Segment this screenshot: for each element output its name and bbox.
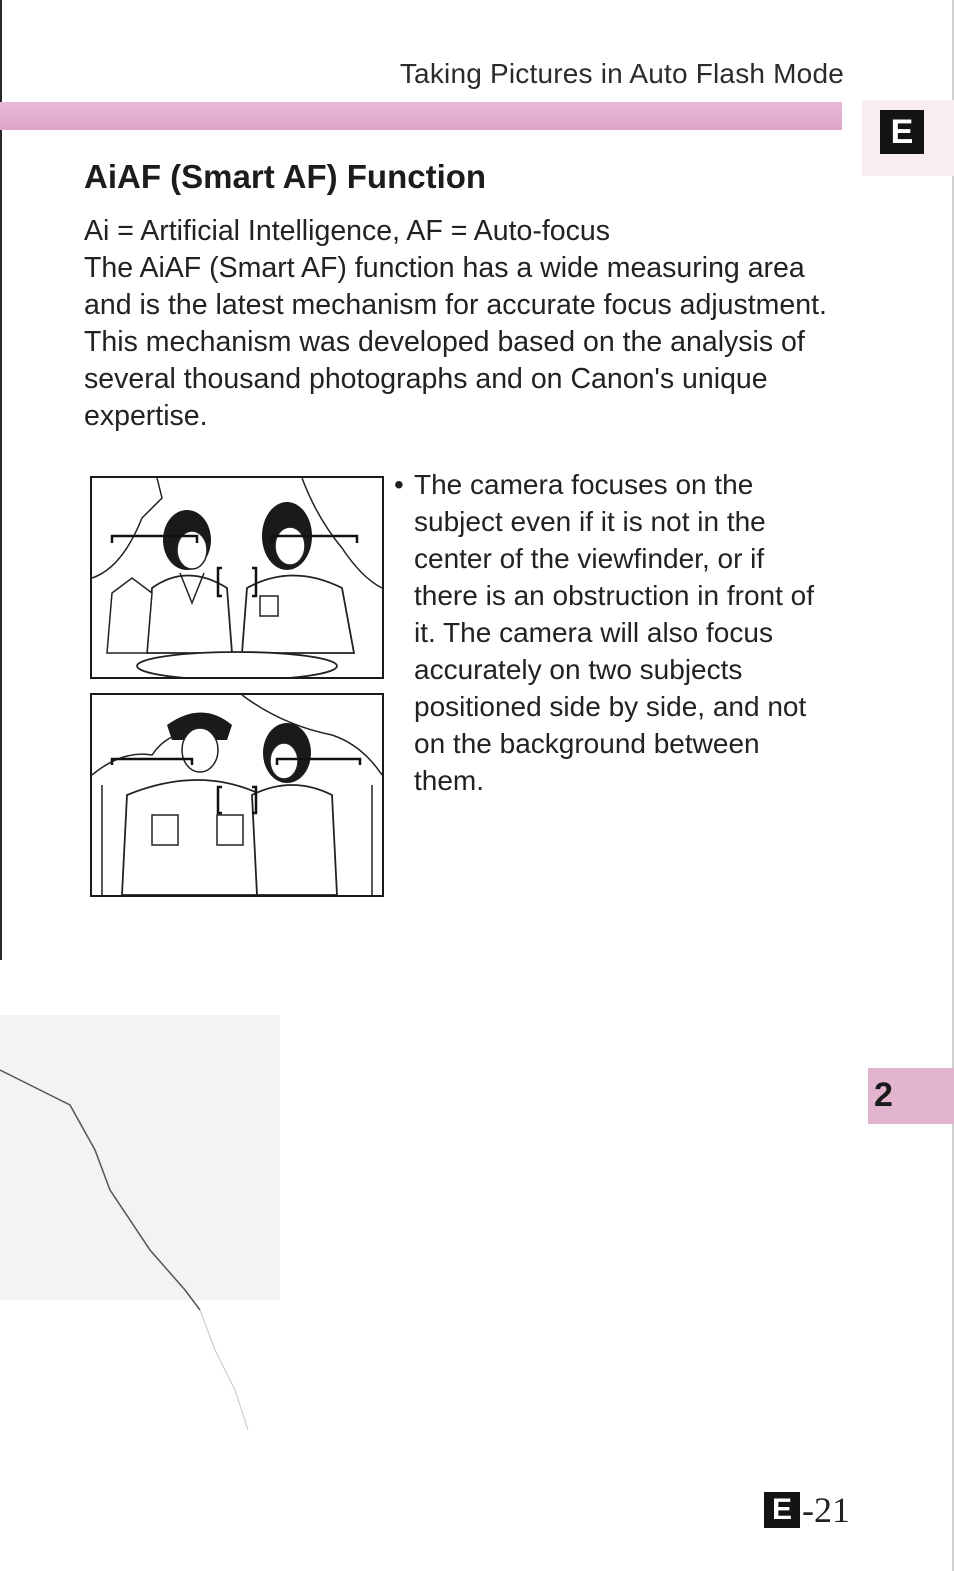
chapter-number: 2 [874,1076,893,1114]
language-badge: E [880,110,924,154]
page-edge [0,0,2,960]
two-women-at-table-viewfinder-illustration [90,476,384,679]
page-number-label: -21 [802,1490,850,1530]
intro-text [84,213,854,435]
description-paragraph: The AiAF (Smart AF) function has a wide measuring area and is the latest mechanism for accurate focus adjustment. This mechanism was developed based on the analysis of several thousand photographs and on Canon's unique expertise. [84,252,827,432]
page-language-badge: E [764,1492,800,1528]
header-accent-bar [0,102,842,130]
paper-fold-mark [0,1060,260,1460]
bullet-text: The camera focuses on the subject even if it is not in the center of the viewfinder, or if there is an obstruction in front of it. The camera will also focus accurately on two subjects positioned side by side, and not on the background between them. [414,469,814,796]
bullet-marker: • [394,469,404,500]
running-header: Taking Pictures in Auto Flash Mode [399,58,844,89]
section-title: AiAF (Smart AF) Function [84,158,487,195]
page-number [764,1490,850,1530]
bullet-item [394,466,834,799]
definition-line: Ai = Artificial Intelligence, AF = Auto-focus [84,215,610,247]
man-and-woman-viewfinder-illustration [90,693,384,897]
